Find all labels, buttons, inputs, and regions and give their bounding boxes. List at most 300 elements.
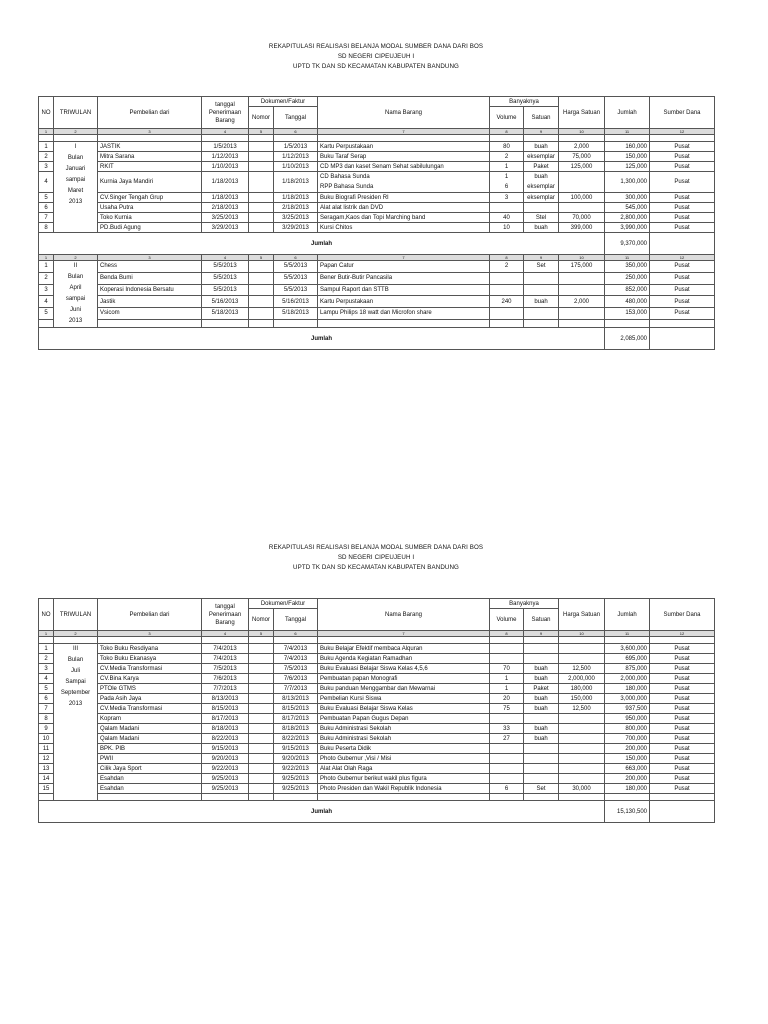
header-nama-barang: Nama Barang xyxy=(318,599,490,631)
unit-price xyxy=(559,654,605,664)
volume xyxy=(490,744,524,754)
table-row xyxy=(39,284,715,296)
blank-row xyxy=(39,794,715,801)
invoice-date: 1/12/2013 xyxy=(274,152,318,162)
invoice-date: 5/5/2013 xyxy=(274,284,318,296)
unit-price: 100,000 xyxy=(559,193,605,203)
report-title-block-2 xyxy=(38,543,714,573)
table-row xyxy=(39,724,715,734)
unit xyxy=(524,203,559,213)
fund-source: Pusat xyxy=(650,172,715,193)
invoice-date: 9/15/2013 xyxy=(274,744,318,754)
supplier: Jastik xyxy=(98,296,202,308)
unit-price xyxy=(559,644,605,654)
invoice-date: 9/22/2013 xyxy=(274,764,318,774)
received-date: 8/18/2013 xyxy=(202,724,249,734)
received-date: 7/7/2013 xyxy=(202,684,249,694)
fund-source: Pusat xyxy=(650,654,715,664)
invoice-date: 5/18/2013 xyxy=(274,308,318,320)
supplier: Kopram xyxy=(98,714,202,724)
invoice-date: 1/18/2013 xyxy=(274,193,318,203)
quarter-label-line: Bulan xyxy=(67,657,84,663)
column-number: 1 xyxy=(39,631,54,637)
unit: buah xyxy=(524,223,559,233)
line-total: 180,000 xyxy=(605,684,650,694)
quarter-label xyxy=(54,644,98,801)
line-total: 300,000 xyxy=(605,193,650,203)
line-total: 480,000 xyxy=(605,296,650,308)
unit-price xyxy=(559,724,605,734)
volume: 2 xyxy=(490,261,524,273)
volume: 10 xyxy=(490,223,524,233)
unit-price: 30,000 xyxy=(559,784,605,794)
unit-price xyxy=(559,774,605,784)
blank-row xyxy=(39,135,715,142)
invoice-date: 1/10/2013 xyxy=(274,162,318,172)
unit: buah xyxy=(524,296,559,308)
column-number: 1 xyxy=(39,129,54,135)
unit: Paket xyxy=(524,684,559,694)
fund-source: Pusat xyxy=(650,644,715,654)
line-total: 663,000 xyxy=(605,764,650,774)
fund-source: Pusat xyxy=(650,213,715,223)
received-date: 9/25/2013 xyxy=(202,784,249,794)
invoice-date: 8/17/2013 xyxy=(274,714,318,724)
table-row xyxy=(39,308,715,320)
invoice-date: 3/29/2013 xyxy=(274,223,318,233)
volume: 3 xyxy=(490,193,524,203)
column-number: 8 xyxy=(490,129,524,135)
table-row xyxy=(39,744,715,754)
column-number: 5 xyxy=(249,631,274,637)
item-name: Pembuatan papan Monografi xyxy=(318,674,490,684)
volume xyxy=(490,203,524,213)
invoice-number xyxy=(249,704,274,714)
header-row xyxy=(39,599,715,609)
header-nomor: Nomor xyxy=(249,609,274,631)
total-row xyxy=(39,328,715,350)
header-dokumen: Dokumen/Faktur xyxy=(249,97,318,107)
header-nomor: Nomor xyxy=(249,107,274,129)
column-number: 12 xyxy=(650,255,715,261)
supplier: CV.Media Transformasi xyxy=(98,704,202,714)
header-harga-satuan: Harga Satuan xyxy=(559,97,605,129)
header-tanggal-penerimaan: tanggal Penerimaan Barang xyxy=(202,599,249,631)
quarter-label-line: Bulan xyxy=(67,155,84,161)
fund-source: Pusat xyxy=(650,684,715,694)
header-dokumen: Dokumen/Faktur xyxy=(249,599,318,609)
unit xyxy=(524,284,559,296)
table-row xyxy=(39,774,715,784)
quarter-label-line: Sampai xyxy=(65,679,86,685)
table-row xyxy=(39,654,715,664)
row-number: 2 xyxy=(39,272,54,284)
supplier: Esahdan xyxy=(98,784,202,794)
fund-source: Pusat xyxy=(650,162,715,172)
header-sumber-dana: Sumber Dana xyxy=(650,97,715,129)
quarter-label-line: sampai xyxy=(65,296,86,302)
fund-source: Pusat xyxy=(650,308,715,320)
quarter-label-line: Juli xyxy=(70,668,80,674)
invoice-number xyxy=(249,296,274,308)
column-number: 9 xyxy=(524,255,559,261)
table-row xyxy=(39,142,715,152)
table-row xyxy=(39,764,715,774)
table-row xyxy=(39,704,715,714)
column-number: 9 xyxy=(524,129,559,135)
unit-price xyxy=(559,284,605,296)
volume: 2 xyxy=(490,152,524,162)
item-name: Photo Presiden dan Wakil Republik Indonesia xyxy=(318,784,490,794)
line-total: 180,000 xyxy=(605,784,650,794)
supplier: Pada Asih Jaya xyxy=(98,694,202,704)
invoice-date: 7/4/2013 xyxy=(274,644,318,654)
line-total: 2,000,000 xyxy=(605,674,650,684)
received-date: 8/13/2013 xyxy=(202,694,249,704)
supplier: CV.Bina Karya xyxy=(98,674,202,684)
table-row xyxy=(39,694,715,704)
fund-source: Pusat xyxy=(650,284,715,296)
volume xyxy=(490,764,524,774)
table-row xyxy=(39,644,715,654)
invoice-number xyxy=(249,684,274,694)
supplier: Kurnia Jaya Mandiri xyxy=(98,172,202,193)
unit: Paket xyxy=(524,162,559,172)
invoice-number xyxy=(249,152,274,162)
column-number: 6 xyxy=(274,631,318,637)
line-total: 200,000 xyxy=(605,744,650,754)
total-value: 15,130,500 xyxy=(605,801,650,823)
column-number: 8 xyxy=(490,631,524,637)
invoice-date: 8/22/2013 xyxy=(274,734,318,744)
row-number: 4 xyxy=(39,674,54,684)
item-name: Buku Evaluasi Belajar Siswa Kelas xyxy=(318,704,490,714)
column-number: 12 xyxy=(650,631,715,637)
quarter-label-line: 2013 xyxy=(68,318,83,324)
line-total: 3,990,000 xyxy=(605,223,650,233)
row-number: 3 xyxy=(39,664,54,674)
fund-source: Pusat xyxy=(650,272,715,284)
volume xyxy=(490,654,524,664)
line-total: 2,800,000 xyxy=(605,213,650,223)
row-number: 8 xyxy=(39,714,54,724)
unit xyxy=(524,272,559,284)
table-row xyxy=(39,272,715,284)
column-number: 11 xyxy=(605,129,650,135)
column-number: 3 xyxy=(98,631,202,637)
column-number: 11 xyxy=(605,631,650,637)
header-tanggal: Tanggal xyxy=(274,107,318,129)
line-total: 950,000 xyxy=(605,714,650,724)
volume-line: 1 xyxy=(504,174,509,180)
unit-price: 2,000 xyxy=(559,142,605,152)
column-number: 9 xyxy=(524,631,559,637)
unit-price: 70,000 xyxy=(559,213,605,223)
quarter-label-line: September xyxy=(60,690,91,696)
fund-source: Pusat xyxy=(650,754,715,764)
row-number: 8 xyxy=(39,223,54,233)
row-number: 14 xyxy=(39,774,54,784)
volume xyxy=(490,644,524,654)
column-number: 1 xyxy=(39,255,54,261)
unit-price: 180,000 xyxy=(559,684,605,694)
line-total: 545,000 xyxy=(605,203,650,213)
quarter-label-line: I xyxy=(74,144,77,150)
blank-row xyxy=(39,637,715,644)
invoice-number xyxy=(249,272,274,284)
item-name: Pembuatan Papan Gugus Depan xyxy=(318,714,490,724)
supplier: Toko Buku Ekanasya xyxy=(98,654,202,664)
header-banyaknya: Banyaknya xyxy=(490,97,559,107)
realization-table-1 xyxy=(38,96,714,350)
unit: Set xyxy=(524,261,559,273)
quarter-label xyxy=(54,142,98,233)
unit: buah xyxy=(524,694,559,704)
invoice-number xyxy=(249,654,274,664)
quarter-label xyxy=(54,261,98,328)
supplier: Toko Buku Resdiyana xyxy=(98,644,202,654)
received-date: 8/15/2013 xyxy=(202,704,249,714)
line-total: 125,000 xyxy=(605,162,650,172)
invoice-date: 7/4/2013 xyxy=(274,654,318,664)
unit: buah xyxy=(524,142,559,152)
supplier: Toko Kurnia xyxy=(98,213,202,223)
volume: 33 xyxy=(490,724,524,734)
fund-source: Pusat xyxy=(650,724,715,734)
column-number: 5 xyxy=(249,255,274,261)
header-banyaknya: Banyaknya xyxy=(490,599,559,609)
unit-price xyxy=(559,272,605,284)
invoice-number xyxy=(249,694,274,704)
quarter-label-line: Bulan xyxy=(67,274,84,280)
unit xyxy=(524,644,559,654)
invoice-date: 9/25/2013 xyxy=(274,784,318,794)
supplier: Esahdan xyxy=(98,774,202,784)
line-total: 852,000 xyxy=(605,284,650,296)
invoice-date: 9/20/2013 xyxy=(274,754,318,764)
unit-price xyxy=(559,754,605,764)
fund-source: Pusat xyxy=(650,694,715,704)
supplier: Vsicom xyxy=(98,308,202,320)
invoice-number xyxy=(249,674,274,684)
item-name: Buku panduan Menggambar dan Mewarnai xyxy=(318,684,490,694)
table-row xyxy=(39,172,715,193)
unit-price xyxy=(559,764,605,774)
quarter-label-line: Januari xyxy=(65,166,86,172)
item-name: Seragam,Kaos dan Topi Marching band xyxy=(318,213,490,223)
quarter-label-line: April xyxy=(69,285,82,291)
line-total: 800,000 xyxy=(605,724,650,734)
column-number: 10 xyxy=(559,129,605,135)
line-total: 160,000 xyxy=(605,142,650,152)
unit-price: 150,000 xyxy=(559,694,605,704)
total-value: 2,085,000 xyxy=(605,328,650,350)
row-number: 2 xyxy=(39,152,54,162)
invoice-date: 7/5/2013 xyxy=(274,664,318,674)
received-date: 9/20/2013 xyxy=(202,754,249,764)
header-triwulan: TRIWULAN xyxy=(54,599,98,631)
volume: 20 xyxy=(490,694,524,704)
column-number: 2 xyxy=(54,255,98,261)
received-date: 8/22/2013 xyxy=(202,734,249,744)
invoice-date: 3/25/2013 xyxy=(274,213,318,223)
header-pembelian: Pembelian dari xyxy=(98,599,202,631)
column-number: 3 xyxy=(98,129,202,135)
line-total: 695,000 xyxy=(605,654,650,664)
invoice-number xyxy=(249,664,274,674)
quarter-label-line: 2013 xyxy=(68,199,83,205)
fund-source: Pusat xyxy=(650,261,715,273)
row-number: 12 xyxy=(39,754,54,764)
invoice-number xyxy=(249,744,274,754)
received-date: 7/4/2013 xyxy=(202,644,249,654)
unit-price xyxy=(559,714,605,724)
column-number: 8 xyxy=(490,255,524,261)
header-satuan: Satuan xyxy=(524,107,559,129)
item-name: Alat alat listrik dan DVD xyxy=(318,203,490,213)
volume: 75 xyxy=(490,704,524,714)
unit-price: 75,000 xyxy=(559,152,605,162)
unit: buah xyxy=(524,704,559,714)
unit: buah xyxy=(524,724,559,734)
unit: Stel xyxy=(524,213,559,223)
header-no: NO xyxy=(39,97,54,129)
volume xyxy=(490,272,524,284)
row-number: 5 xyxy=(39,308,54,320)
table-row xyxy=(39,664,715,674)
received-date: 1/18/2013 xyxy=(202,172,249,193)
row-number: 5 xyxy=(39,193,54,203)
item-name: Kursi Chitos xyxy=(318,223,490,233)
unit-price: 175,000 xyxy=(559,261,605,273)
volume xyxy=(490,284,524,296)
invoice-number xyxy=(249,213,274,223)
received-date: 5/5/2013 xyxy=(202,272,249,284)
row-number: 9 xyxy=(39,724,54,734)
office-name: UPTD TK DAN SD KECAMATAN KABUPATEN BANDUNG xyxy=(293,564,459,571)
invoice-date: 1/18/2013 xyxy=(274,172,318,193)
quarter-label-line: Juni xyxy=(69,307,81,313)
column-number: 10 xyxy=(559,631,605,637)
unit: buah xyxy=(524,734,559,744)
volume: 80 xyxy=(490,142,524,152)
header-nama-barang: Nama Barang xyxy=(318,97,490,129)
unit: Set xyxy=(524,784,559,794)
invoice-date: 5/16/2013 xyxy=(274,296,318,308)
supplier: Mitra Sarana xyxy=(98,152,202,162)
header-satuan: Satuan xyxy=(524,609,559,631)
unit: buah xyxy=(524,664,559,674)
quarter-label-line: II xyxy=(73,263,78,269)
unit-price xyxy=(559,203,605,213)
supplier: Koperasi Indonesia Bersatu xyxy=(98,284,202,296)
volume xyxy=(490,714,524,724)
invoice-date: 8/18/2013 xyxy=(274,724,318,734)
invoice-date: 9/25/2013 xyxy=(274,774,318,784)
unit-price xyxy=(559,734,605,744)
item-name-line: CD Bahasa Sunda xyxy=(320,174,370,180)
total-label: Jumlah xyxy=(39,233,605,255)
invoice-number xyxy=(249,644,274,654)
column-number: 11 xyxy=(605,255,650,261)
column-number: 7 xyxy=(318,631,490,637)
received-date: 5/5/2013 xyxy=(202,284,249,296)
invoice-number xyxy=(249,754,274,764)
invoice-number xyxy=(249,308,274,320)
unit-price: 2,000,000 xyxy=(559,674,605,684)
header-row xyxy=(39,97,715,107)
line-total: 3,000,000 xyxy=(605,694,650,704)
volume: 240 xyxy=(490,296,524,308)
row-number: 7 xyxy=(39,213,54,223)
row-number: 1 xyxy=(39,261,54,273)
table-row xyxy=(39,193,715,203)
quarter-label-line: 2013 xyxy=(68,701,83,707)
item-name: Photo Gubernur ,Visi / Misi xyxy=(318,754,490,764)
received-date: 1/18/2013 xyxy=(202,193,249,203)
volume xyxy=(490,172,524,193)
header-pembelian: Pembelian dari xyxy=(98,97,202,129)
invoice-date: 2/18/2013 xyxy=(274,203,318,213)
header-tanggal: Tanggal xyxy=(274,609,318,631)
item-name: Buku Peserta Didik xyxy=(318,744,490,754)
school-name: SD NEGERI CIPEUJEUH I xyxy=(337,53,415,60)
line-total: 153,000 xyxy=(605,308,650,320)
column-number: 7 xyxy=(318,129,490,135)
fund-source: Pusat xyxy=(650,674,715,684)
column-number: 2 xyxy=(54,631,98,637)
supplier: Qalam Madani xyxy=(98,724,202,734)
fund-source: Pusat xyxy=(650,152,715,162)
unit xyxy=(524,774,559,784)
fund-source: Pusat xyxy=(650,734,715,744)
received-date: 9/25/2013 xyxy=(202,774,249,784)
volume: 1 xyxy=(490,162,524,172)
column-number: 6 xyxy=(274,129,318,135)
column-number: 6 xyxy=(274,255,318,261)
fund-source: Pusat xyxy=(650,203,715,213)
invoice-number xyxy=(249,284,274,296)
invoice-date: 5/5/2013 xyxy=(274,272,318,284)
invoice-number xyxy=(249,784,274,794)
item-name: Photo Gubernur berikut wakil plus figura xyxy=(318,774,490,784)
item-name: Buku Agenda Kegiatan Ramadhan xyxy=(318,654,490,664)
table-row xyxy=(39,223,715,233)
received-date: 1/10/2013 xyxy=(202,162,249,172)
line-total: 875,000 xyxy=(605,664,650,674)
total-label: Jumlah xyxy=(39,328,605,350)
column-number: 4 xyxy=(202,631,249,637)
supplier: Qalam Madani xyxy=(98,734,202,744)
header-harga-satuan: Harga Satuan xyxy=(559,599,605,631)
header-tanggal-penerimaan: tanggal Penerimaan Barang xyxy=(202,97,249,129)
unit xyxy=(524,764,559,774)
item-name: Buku Administrasi Sekolah xyxy=(318,734,490,744)
row-number: 6 xyxy=(39,203,54,213)
volume: 6 xyxy=(490,784,524,794)
table-row xyxy=(39,674,715,684)
invoice-number xyxy=(249,764,274,774)
received-date: 8/17/2013 xyxy=(202,714,249,724)
received-date: 7/5/2013 xyxy=(202,664,249,674)
row-number: 3 xyxy=(39,162,54,172)
fund-source: Pusat xyxy=(650,784,715,794)
invoice-date: 1/5/2013 xyxy=(274,142,318,152)
unit-line: eksemplar xyxy=(527,184,555,190)
volume xyxy=(490,308,524,320)
fund-source: Pusat xyxy=(650,193,715,203)
invoice-number xyxy=(249,203,274,213)
